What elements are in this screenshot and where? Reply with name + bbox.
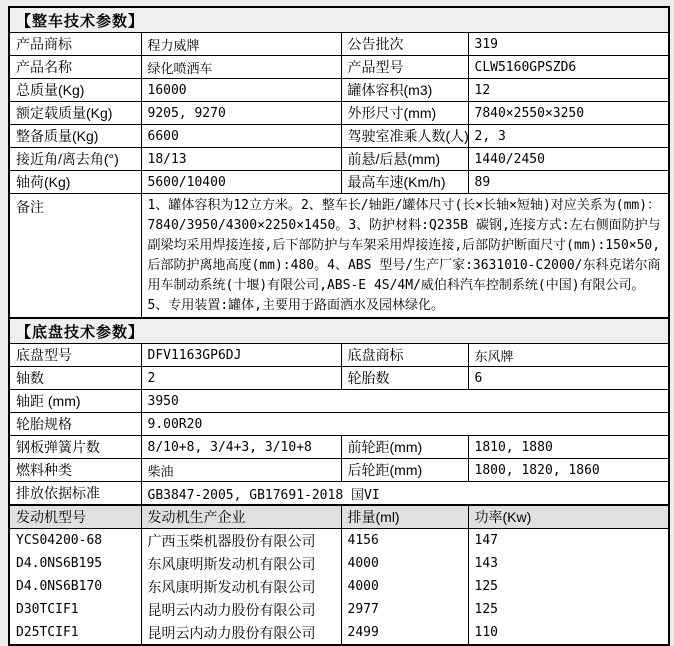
param-value: 1800, 1820, 1860 <box>468 459 669 482</box>
param-value: 1810, 1880 <box>468 436 669 459</box>
engine-header-displacement: 排量(ml) <box>341 505 468 529</box>
param-row <box>9 148 669 171</box>
engine-power: 143 <box>468 552 669 575</box>
engine-header-row <box>9 505 669 529</box>
param-value: 6 <box>468 367 669 390</box>
engine-displacement: 2499 <box>341 621 468 645</box>
param-value: 东风牌 <box>468 344 669 367</box>
param-label: 轴距 (mm) <box>9 390 141 413</box>
param-value: DFV1163GP6DJ <box>141 344 341 367</box>
engine-power: 125 <box>468 575 669 598</box>
vehicle-section-header-row <box>9 7 669 33</box>
param-row <box>9 125 669 148</box>
param-row <box>9 413 669 436</box>
engine-manufacturer: 昆明云内动力股份有限公司 <box>141 621 341 645</box>
engine-manufacturer: 昆明云内动力股份有限公司 <box>141 598 341 621</box>
chassis-section-title: 【底盘技术参数】 <box>9 318 669 344</box>
param-value: 柴油 <box>141 459 341 482</box>
param-value: 5600/10400 <box>141 171 341 194</box>
engine-model: YCS04200-68 <box>9 529 141 553</box>
param-value: 程力威牌 <box>141 33 341 56</box>
param-label: 产品名称 <box>9 56 141 79</box>
param-label: 钢板弹簧片数 <box>9 436 141 459</box>
param-row <box>9 344 669 367</box>
chassis-params-table <box>8 317 670 506</box>
param-label: 前轮距(mm) <box>341 436 468 459</box>
remarks-row <box>9 194 669 319</box>
param-value: 3950 <box>141 390 669 413</box>
engine-model: D25TCIF1 <box>9 621 141 645</box>
param-label: 驾驶室准乘人数(人) <box>341 125 468 148</box>
engine-row <box>9 529 669 553</box>
param-row <box>9 102 669 125</box>
engine-row <box>9 598 669 621</box>
param-value: 2 <box>141 367 341 390</box>
param-row <box>9 171 669 194</box>
chassis-section-header-row <box>9 318 669 344</box>
param-row <box>9 390 669 413</box>
engine-displacement: 4000 <box>341 552 468 575</box>
param-label: 产品型号 <box>341 56 468 79</box>
param-label: 总质量(Kg) <box>9 79 141 102</box>
param-row <box>9 436 669 459</box>
param-label: 产品商标 <box>9 33 141 56</box>
engine-displacement: 2977 <box>341 598 468 621</box>
param-label: 排放依据标准 <box>9 482 141 506</box>
param-value: 12 <box>468 79 669 102</box>
vehicle-params-table <box>8 6 670 319</box>
param-value: 8/10+8, 3/4+3, 3/10+8 <box>141 436 341 459</box>
param-value: 9.00R20 <box>141 413 669 436</box>
param-value: 16000 <box>141 79 341 102</box>
param-label: 罐体容积(m3) <box>341 79 468 102</box>
engine-power: 147 <box>468 529 669 553</box>
param-label: 底盘商标 <box>341 344 468 367</box>
param-label: 整备质量(Kg) <box>9 125 141 148</box>
engine-row <box>9 621 669 645</box>
engine-model: D30TCIF1 <box>9 598 141 621</box>
param-label: 外形尺寸(mm) <box>341 102 468 125</box>
param-value: 2, 3 <box>468 125 669 148</box>
param-value: 9205, 9270 <box>141 102 341 125</box>
remarks-label: 备注 <box>9 194 141 319</box>
engine-row <box>9 575 669 598</box>
engine-model: D4.0NS6B195 <box>9 552 141 575</box>
param-label: 额定载质量(Kg) <box>9 102 141 125</box>
param-label: 轴数 <box>9 367 141 390</box>
param-label: 轮胎规格 <box>9 413 141 436</box>
param-label: 后轮距(mm) <box>341 459 468 482</box>
param-label: 前悬/后悬(mm) <box>341 148 468 171</box>
param-row <box>9 56 669 79</box>
engine-manufacturer: 广西玉柴机器股份有限公司 <box>141 529 341 553</box>
param-value: 89 <box>468 171 669 194</box>
param-label: 燃料种类 <box>9 459 141 482</box>
engine-header-power: 功率(Kw) <box>468 505 669 529</box>
param-value: 1440/2450 <box>468 148 669 171</box>
engine-manufacturer: 东风康明斯发动机有限公司 <box>141 575 341 598</box>
param-label: 公告批次 <box>341 33 468 56</box>
param-value: 7840×2550×3250 <box>468 102 669 125</box>
param-row <box>9 33 669 56</box>
param-value: 6600 <box>141 125 341 148</box>
param-value: GB3847-2005, GB17691-2018 国VI <box>141 482 669 506</box>
param-label: 最高车速(Km/h) <box>341 171 468 194</box>
engine-table <box>8 504 670 646</box>
engine-displacement: 4156 <box>341 529 468 553</box>
engine-row <box>9 552 669 575</box>
engine-header-model: 发动机型号 <box>9 505 141 529</box>
engine-model: D4.0NS6B170 <box>9 575 141 598</box>
param-label: 轮胎数 <box>341 367 468 390</box>
param-value: 319 <box>468 33 669 56</box>
param-value: 18/13 <box>141 148 341 171</box>
engine-power: 125 <box>468 598 669 621</box>
engine-displacement: 4000 <box>341 575 468 598</box>
param-label: 接近角/离去角(°) <box>9 148 141 171</box>
remarks-text: 1、罐体容积为12立方米。2、整车长/轴距/罐体尺寸(长×长轴×短轴)对应关系为(mm)：7840/3950/4300×2250×1450。3、防护材料:Q235B 碳钢,连接方式:左右侧面防护与副梁均采用焊接连接,后下部防护与车架采用焊接连接,后部防护断面尺寸(mm):150×50,后部防护离地高度(mm):480。4、ABS 型号/生产厂家:3631010-C2000/东科克诺尔商用车制动系统(十堰)有限公司,ABS-E 4S/4M/威伯科汽车控制系统(中国)有限公司。5、专用装置:罐体,主要用于路面洒水及园林绿化。 <box>141 194 669 319</box>
engine-power: 110 <box>468 621 669 645</box>
param-row <box>9 79 669 102</box>
param-row <box>9 482 669 506</box>
param-label: 底盘型号 <box>9 344 141 367</box>
param-value: 绿化喷洒车 <box>141 56 341 79</box>
param-value: CLW5160GPSZD6 <box>468 56 669 79</box>
param-row <box>9 459 669 482</box>
param-label: 轴荷(Kg) <box>9 171 141 194</box>
param-row <box>9 367 669 390</box>
engine-header-manufacturer: 发动机生产企业 <box>141 505 341 529</box>
vehicle-section-title: 【整车技术参数】 <box>9 7 669 33</box>
engine-manufacturer: 东风康明斯发动机有限公司 <box>141 552 341 575</box>
